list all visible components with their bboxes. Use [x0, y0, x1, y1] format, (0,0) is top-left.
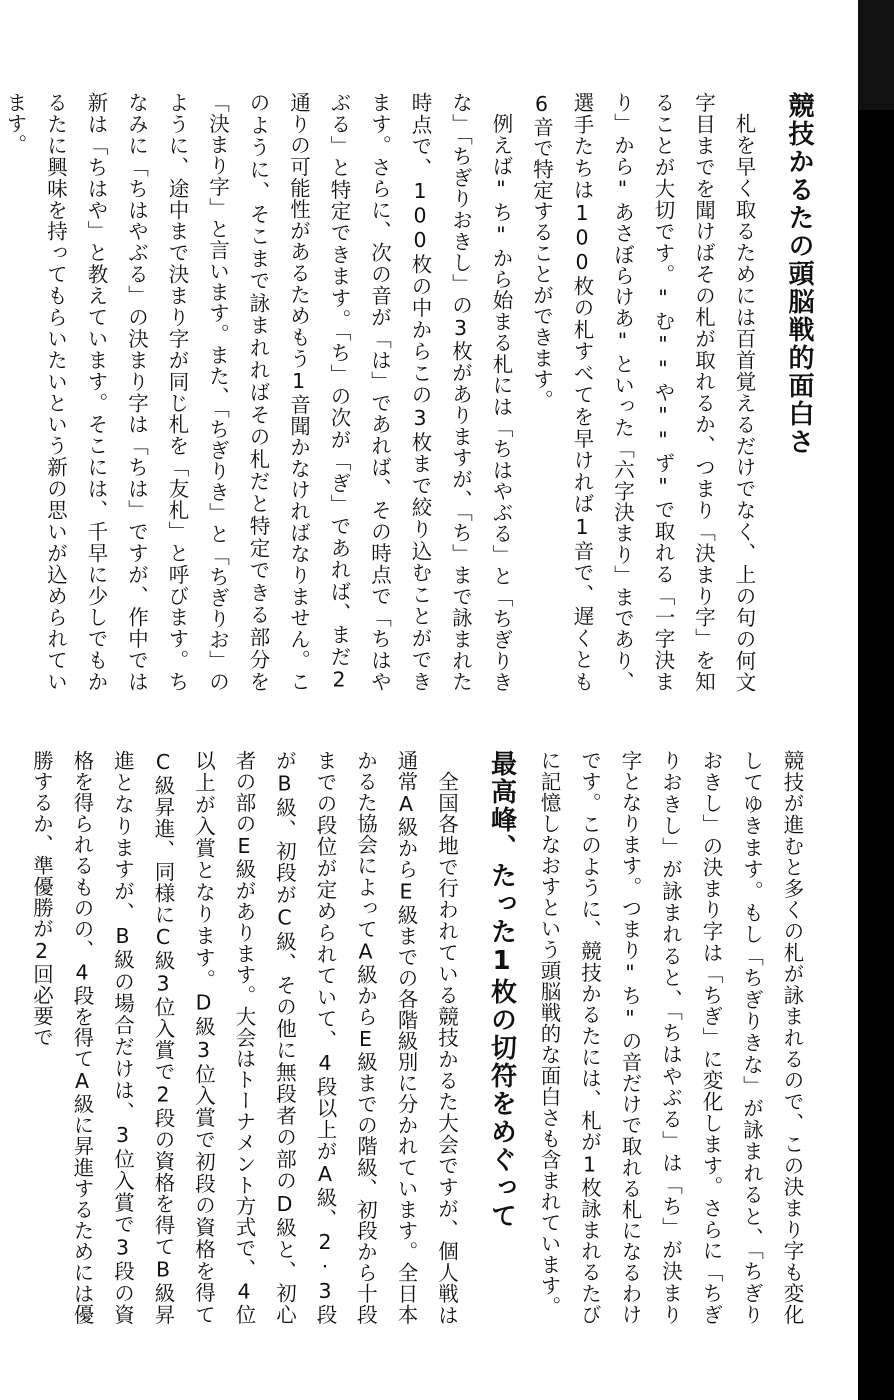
section-heading: 競技かるたの頭脳戦的面白さ — [784, 92, 814, 456]
section-tournament — [29, 750, 812, 1325]
section-heading: 最高峰、たった1枚の切符をめぐって — [486, 750, 517, 1230]
paragraph-continued: 競技が進むと多くの札が詠まれるので、この決まり字も変化してゆきます。もし「ちぎりきな」が詠まれると、「ちぎりおきし」の決まり字は「ちぎ」に変化します。さらに「ちぎりおきし」が詠まれると、「ちはやぶる」は「ち」が決まり字となります。つまり"ち"の音だけで取れる札になるわけです。このように、競技かるたには、札が1枚詠まれるたびに記憶しなおすという頭脳戦的な面白さも含まれています。 — [537, 750, 804, 1325]
paragraph: 全国各地で行われている競技かるた大会ですが、個人戦は通常A級からE級までの各階級別に分かれています。全日本かるた協会によってA級からE級までの階級、初段から十段までの段位が定められていて、4段以上がA級、2·3段がB級、初段がC級、その他に無段者の部のD級と、初心者の部のE級があります。大会はトーナメント方式で、4位以上が入賞となります。D級3位入賞で初段の資格を得てC級昇進、同様にC級3位入賞で2段の資格を得てB級昇進となりますが、B級の場合だけは、3位入賞で3段の資格を得られるものの、4段を得てA級に昇進するためには優勝するか、準優勝が2回必要で — [29, 750, 459, 1325]
section-karuta-strategy — [3, 92, 814, 693]
paragraph: 例えば"ち"から始まる札には「ちはやぶる」と「ちぎりきな」「ちぎりおきし」の3枚がありますが、「ち」まで詠まれた時点で、100枚の中からこの3枚まで絞り込むことができます。さらに、次の音が「は」であれば、その時点で「ちはやぶる」と特定できます。「ち」の次が「ぎ」であれば、まだ2通りの可能性があるためもう1音聞かなければなりません。このように、そこまで詠まれればその札だと特定できる部分を「決まり字」と言います。また、「ちぎりき」と「ちぎりお」のように、途中まで決まり字が同じ札を「友札」と呼びます。ちなみに「ちはやぶる」の決まり字は「ちは」ですが、作中では新は「ちはや」と教えています。そこには、千早に少しでもかるたに興味を持ってもらいたいという新の思いが込められています。 — [3, 92, 513, 693]
paragraph: 札を早く取るためには百首覚えるだけでなく、上の句の何文字目までを聞けばその札が取れるか、つまり「決まり字」を知ることが大切です。"む""や""ず"で取れる「一字決まり」から"あさぼらけあ"といった「六字決まり」まであり、選手たちは100枚の札すべてを早ければ1音で、遅くとも6音で特定することができます。 — [529, 92, 756, 693]
page-edge-tab — [858, 0, 894, 110]
page-edge-bar — [858, 0, 894, 1400]
